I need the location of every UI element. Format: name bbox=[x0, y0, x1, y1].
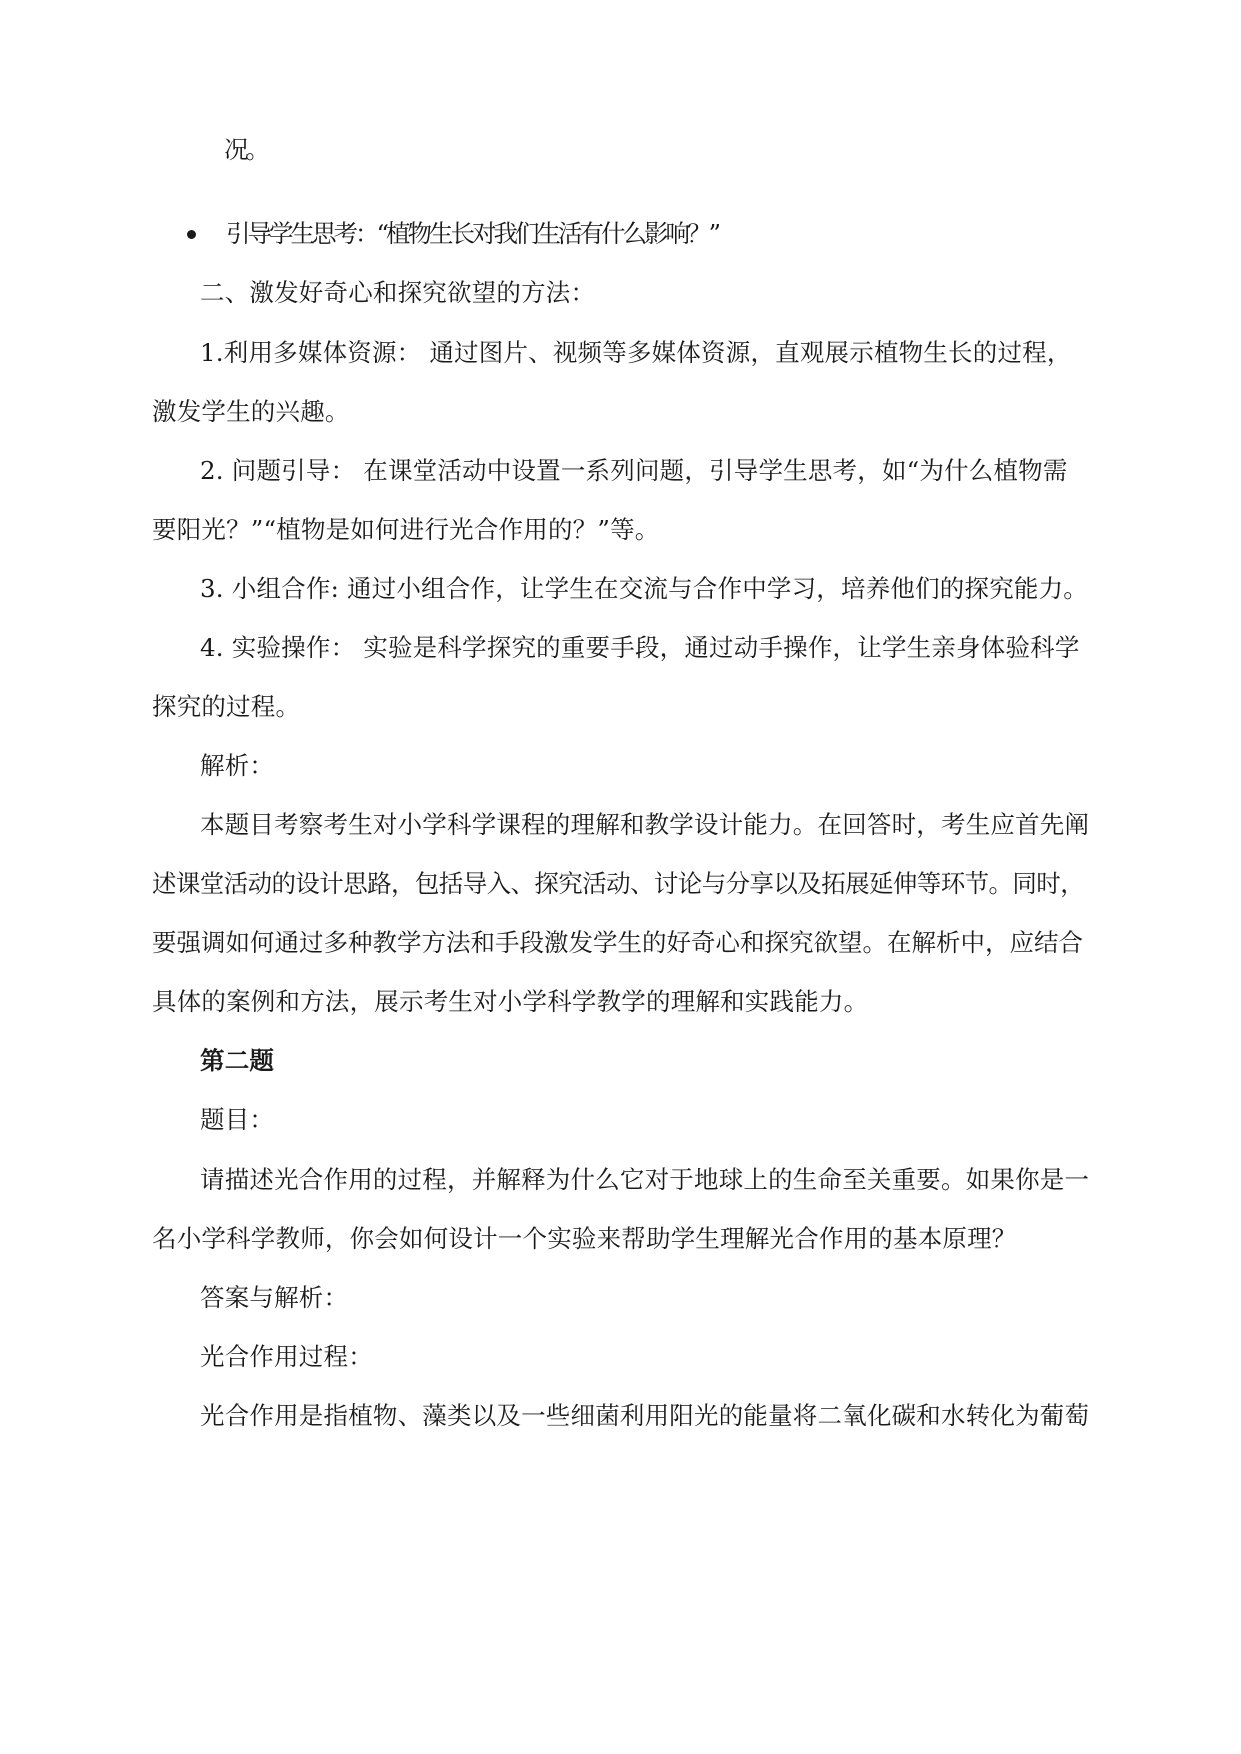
list-item-3: 3. 小组合作: 通过小组合作，让学生在交流与合作中学习，培养他们的探究能力。 bbox=[200, 574, 1089, 603]
paragraph-line: 况。 bbox=[224, 135, 267, 164]
list-item-2-continuation: 要阳光？”“植物是如何进行光合作用的？”等。 bbox=[152, 515, 660, 544]
question-paragraph-line: 名小学科学教师，你会如何设计一个实验来帮助学生理解光合作用的基本原理？ bbox=[152, 1224, 1017, 1253]
list-item-2: 2. 问题引导： 在课堂活动中设置一系列问题，引导学生思考，如“为什么植物需 bbox=[200, 456, 1068, 485]
section-heading: 二、激发好奇心和探究欲望的方法： bbox=[200, 278, 596, 307]
bullet-item: 引导学生思考：“植物生长对我们生活有什么影响？” bbox=[226, 219, 719, 248]
list-item-1-continuation: 激发学生的兴趣。 bbox=[152, 397, 350, 426]
list-item-4-continuation: 探究的过程。 bbox=[152, 692, 301, 721]
list-item-1: 1.利用多媒体资源： 通过图片、视频等多媒体资源，直观展示植物生长的过程， bbox=[200, 338, 1072, 367]
subsection-label: 光合作用过程： bbox=[200, 1342, 373, 1371]
answer-label: 答案与解析： bbox=[200, 1283, 349, 1312]
analysis-paragraph-line: 要强调如何通过多种教学方法和手段激发学生的好奇心和探究欲望。在解析中，应结合 bbox=[152, 928, 1083, 957]
list-item-4: 4. 实验操作： 实验是科学探究的重要手段，通过动手操作，让学生亲身体验科学 bbox=[200, 633, 1080, 662]
question-heading: 第二题 bbox=[200, 1046, 275, 1075]
bullet-icon bbox=[187, 230, 196, 239]
analysis-paragraph-line: 具体的案例和方法，展示考生对小学科学教学的理解和实践能力。 bbox=[152, 987, 869, 1016]
question-paragraph-line: 请描述光合作用的过程，并解释为什么它对于地球上的生命至关重要。如果你是一 bbox=[200, 1165, 1090, 1194]
analysis-paragraph-line: 本题目考察考生对小学科学课程的理解和教学设计能力。在回答时，考生应首先阐 bbox=[200, 810, 1090, 839]
answer-paragraph-line: 光合作用是指植物、藻类以及一些细菌利用阳光的能量将二氧化碳和水转化为葡萄 bbox=[200, 1401, 1090, 1430]
analysis-label: 解析： bbox=[200, 751, 275, 780]
question-label: 题目： bbox=[200, 1105, 275, 1134]
analysis-paragraph-line: 述课堂活动的设计思路，包括导入、探究活动、讨论与分享以及拓展延伸等环节。同时， bbox=[152, 869, 1085, 898]
